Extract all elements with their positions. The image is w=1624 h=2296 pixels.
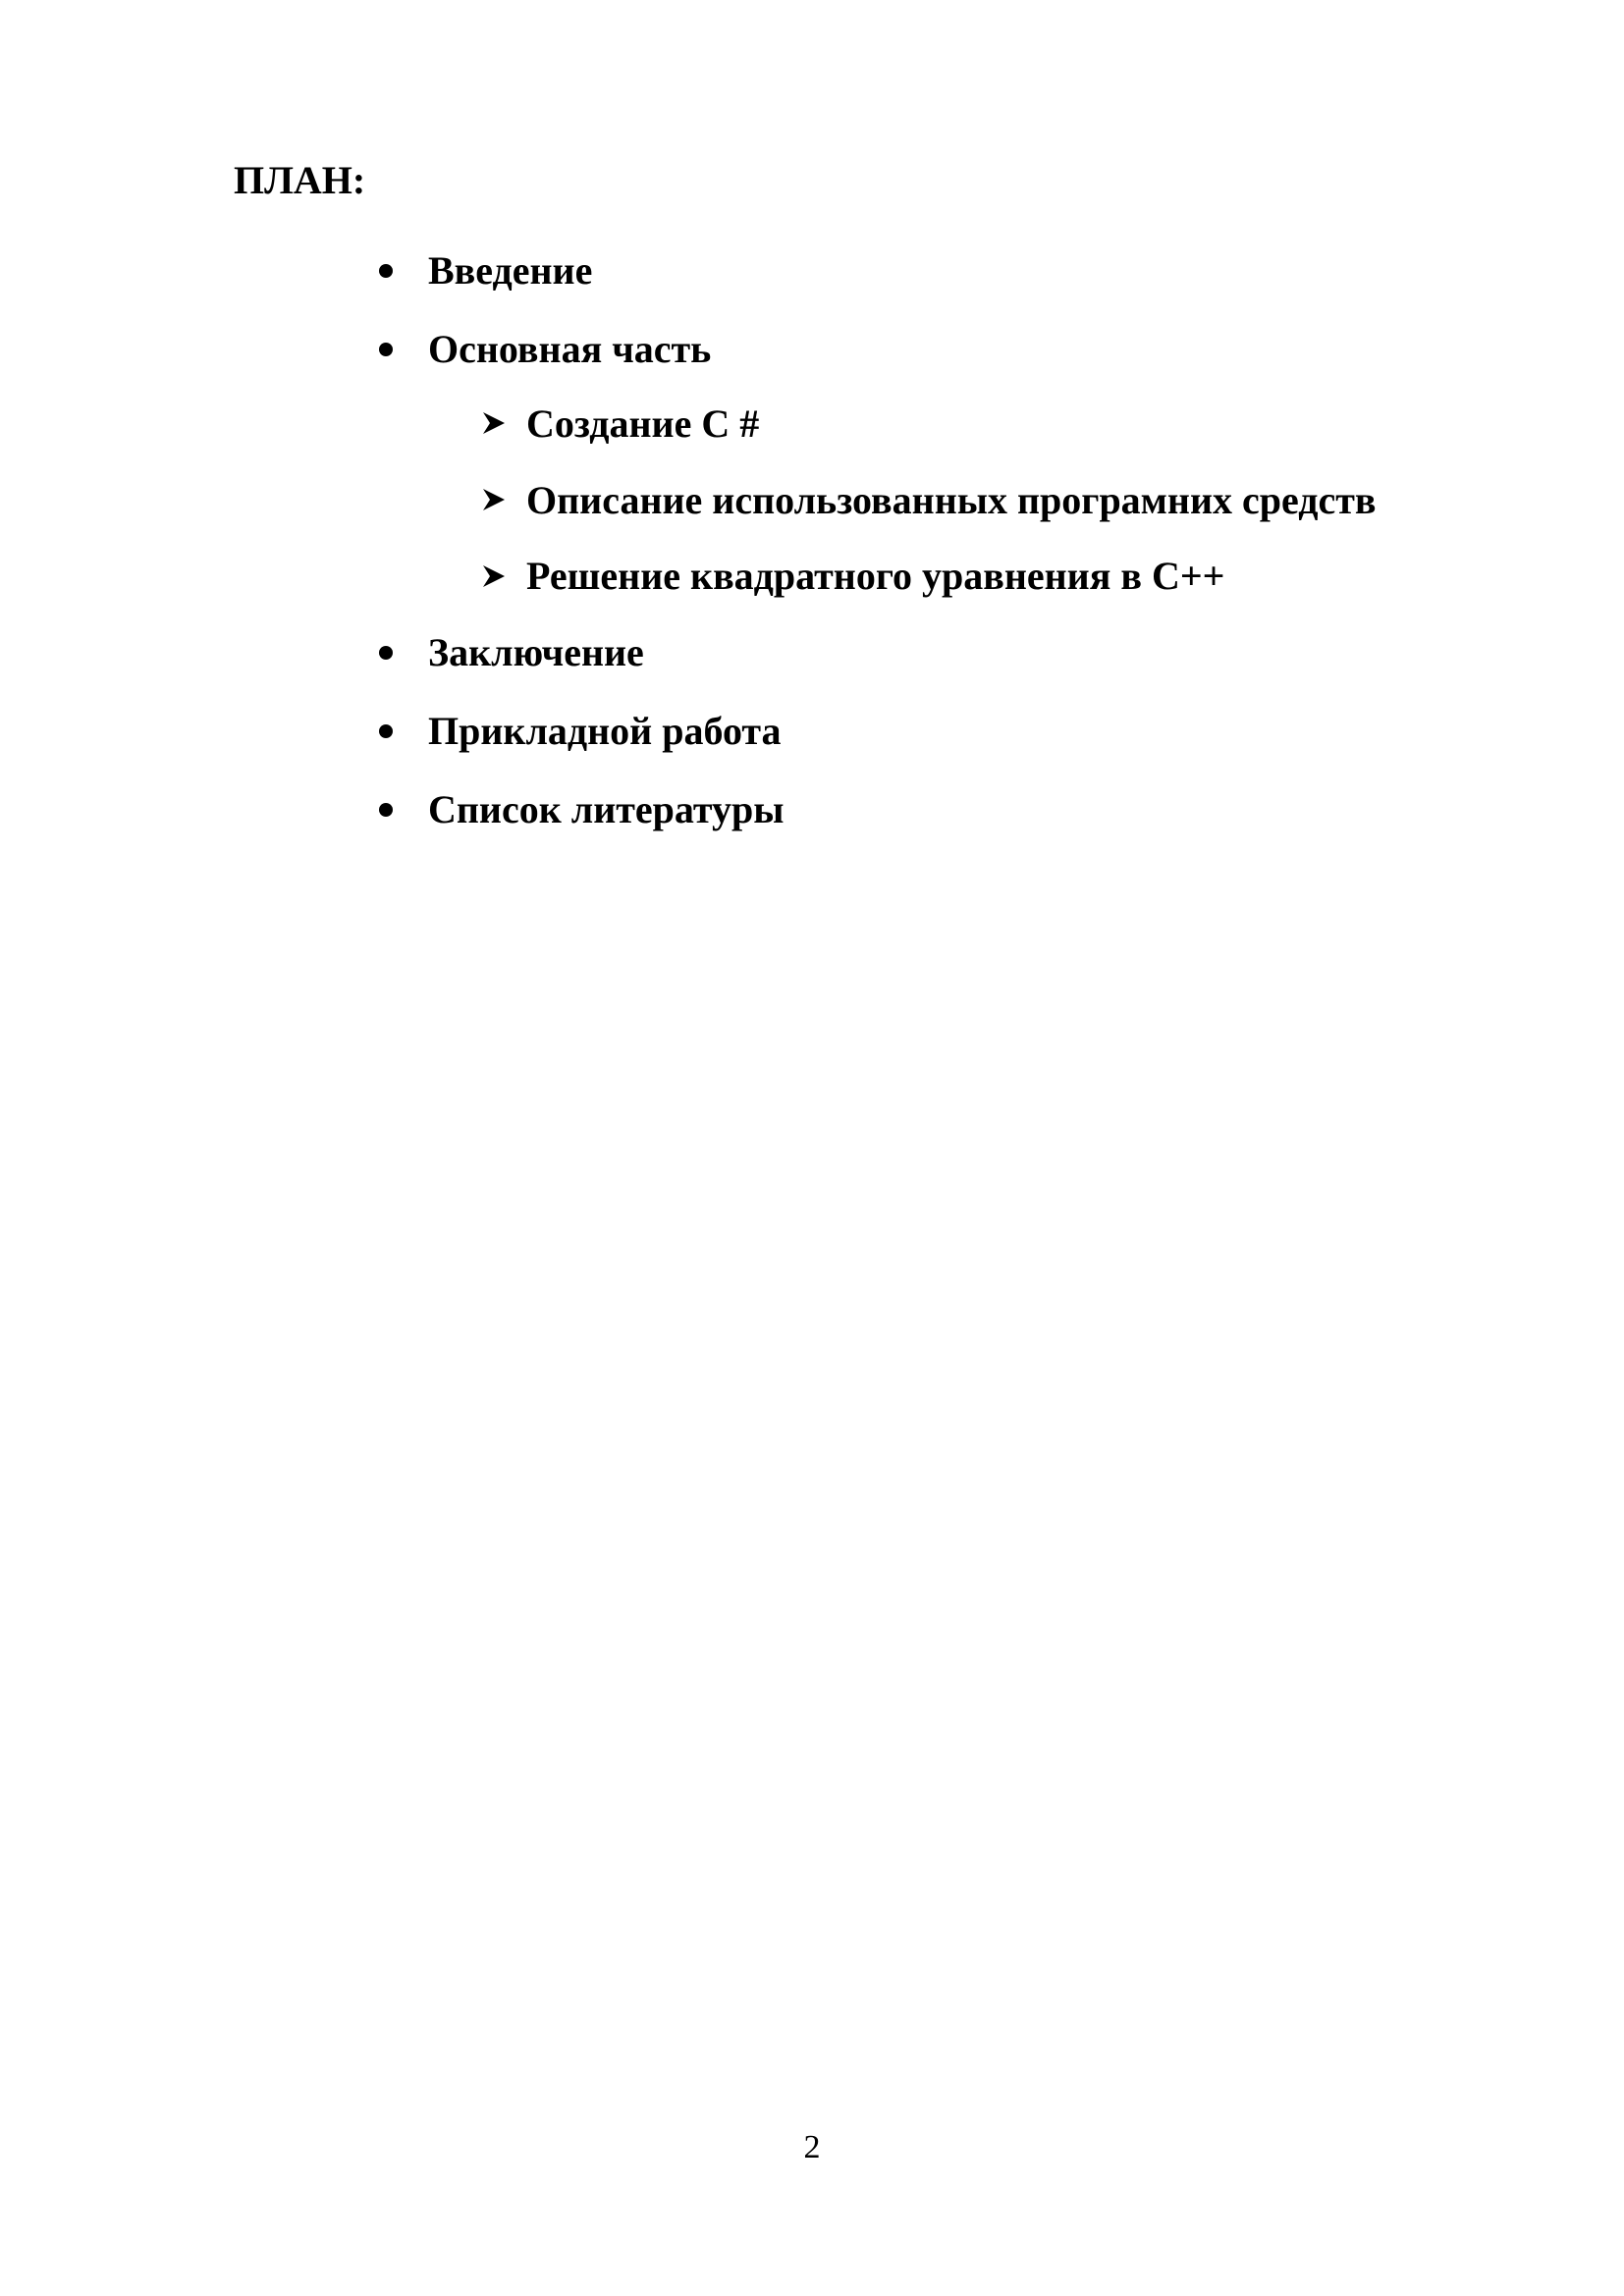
- bullet-dot-icon: [379, 343, 393, 356]
- bullet-dot-icon: [379, 803, 393, 817]
- sub-list-item-label: Описание использованных програмних средств: [526, 478, 1377, 522]
- sub-list-item-label: Создание С #: [526, 401, 760, 446]
- list-item-label: Основная часть: [428, 327, 712, 371]
- arrowhead-icon: [481, 410, 507, 436]
- list-item-label: Заключение: [428, 630, 644, 674]
- arrowhead-icon: [481, 563, 507, 589]
- bullet-dot-icon: [379, 646, 393, 660]
- page-number: 2: [803, 2129, 821, 2165]
- bullet-dot-icon: [379, 724, 393, 738]
- list-item-label: Прикладной работа: [428, 709, 782, 753]
- bullet-dot-icon: [379, 264, 393, 278]
- plan-title: ПЛАН:: [234, 158, 366, 202]
- list-item-label: Список литературы: [428, 787, 785, 831]
- sub-list-item-label: Решение квадратного уравнения в С++: [526, 554, 1225, 598]
- list-item-label: Введение: [428, 248, 593, 293]
- arrowhead-icon: [481, 487, 507, 512]
